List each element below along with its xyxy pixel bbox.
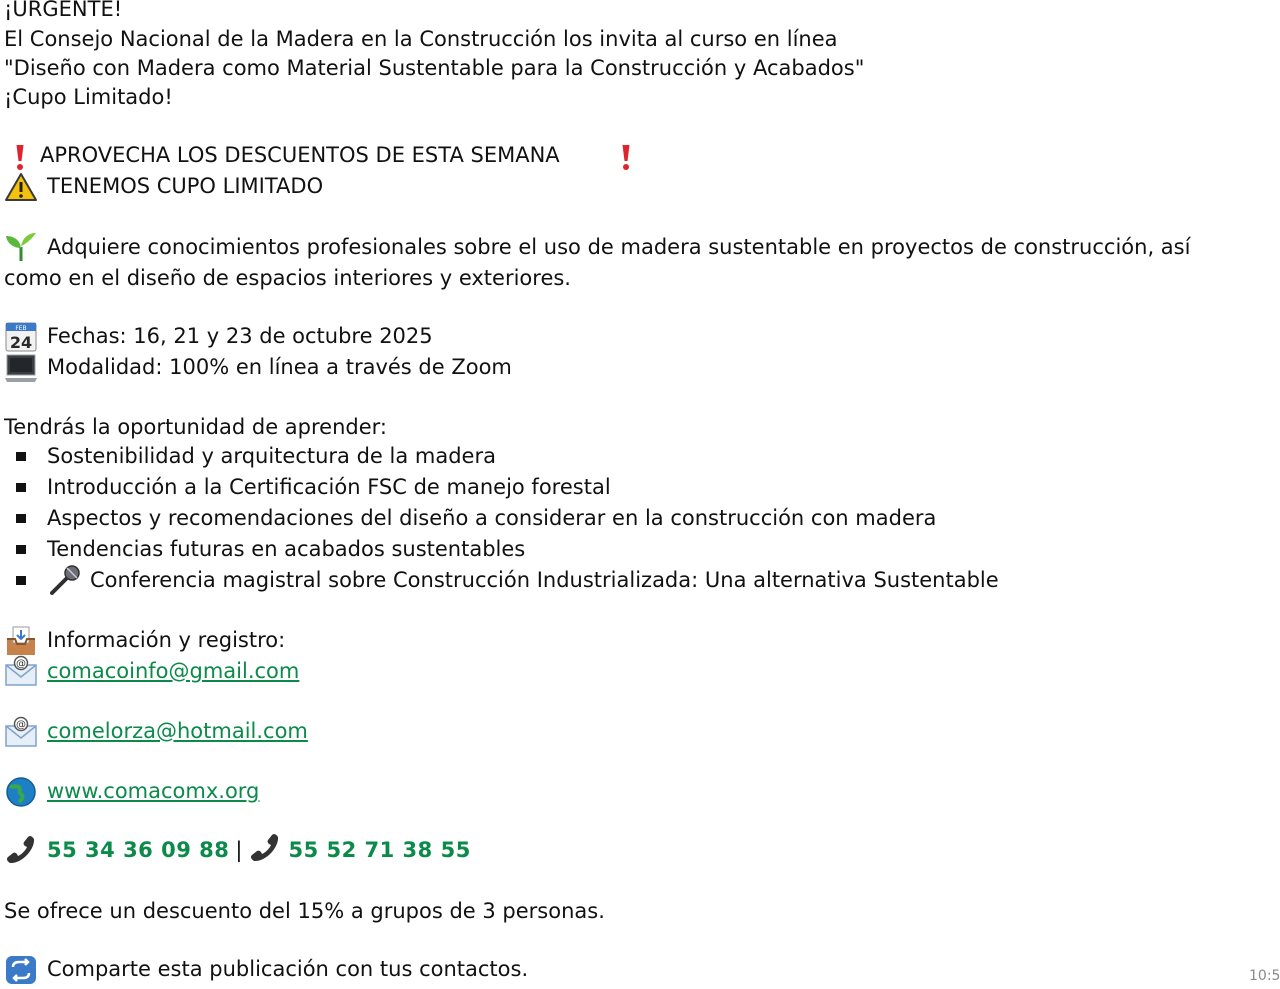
topic-item: Aspectos y recomendaciones del diseño a considerar en la construcción con madera xyxy=(47,506,937,530)
calendar-icon xyxy=(3,320,39,354)
black-square-icon xyxy=(16,452,26,461)
globe-icon xyxy=(3,775,39,809)
black-square-icon xyxy=(16,576,26,585)
email-icon xyxy=(3,654,39,688)
red-exclamation-icon xyxy=(609,140,643,174)
invite-line: El Consejo Nacional de la Madera en la Construcción los invita al curso en línea xyxy=(4,27,838,51)
message-timestamp: 10:5 xyxy=(1249,968,1280,984)
email-icon xyxy=(3,715,39,749)
email-link-comacoinfo[interactable]: comacoinfo@gmail.com xyxy=(47,659,300,683)
phone-number-2[interactable]: 55 52 71 38 55 xyxy=(288,838,471,862)
info-label: Información y registro: xyxy=(47,628,286,652)
modality-line: Modalidad: 100% en línea a través de Zoom xyxy=(47,355,512,379)
share-line: Comparte esta publicación con tus contactos. xyxy=(47,957,529,981)
red-exclamation-icon xyxy=(3,140,37,174)
description-line-1: Adquiere conocimientos profesionales sobre el uso de madera sustentable en proyectos de construcción, así xyxy=(47,235,1191,259)
topic-item: Tendencias futuras en acabados sustentables xyxy=(47,537,526,561)
black-square-icon xyxy=(16,483,26,492)
laptop-icon xyxy=(3,351,39,385)
svg-text:@: @ xyxy=(16,719,26,731)
description-line-2: como en el diseño de espacios interiores y exteriores. xyxy=(4,266,571,290)
repeat-icon xyxy=(3,953,39,987)
svg-text:@: @ xyxy=(16,658,26,670)
phone-number-1[interactable]: 55 34 36 09 88 xyxy=(47,838,230,862)
phones-line xyxy=(47,835,471,865)
limited-line: ¡Cupo Limitado! xyxy=(4,85,173,109)
cupo-alert: TENEMOS CUPO LIMITADO xyxy=(47,174,324,198)
telephone-receiver-icon xyxy=(248,835,284,865)
urgent-line: ¡URGENTE! xyxy=(4,0,123,21)
microphone-icon xyxy=(47,563,83,597)
warning-icon xyxy=(3,170,39,204)
website-link[interactable]: www.comacomx.org xyxy=(47,779,260,803)
black-square-icon xyxy=(16,514,26,523)
phone-separator: | xyxy=(235,838,243,862)
discount-alert: APROVECHA LOS DESCUENTOS DE ESTA SEMANA xyxy=(40,143,560,167)
svg-text:24: 24 xyxy=(9,333,33,352)
seedling-icon xyxy=(3,230,39,264)
group-discount-line: Se ofrece un descuento del 15% a grupos de 3 personas. xyxy=(4,899,605,923)
topic-item: Conferencia magistral sobre Construcción Industrializada: Una alternativa Sustentable xyxy=(90,568,999,592)
learn-intro: Tendrás la oportunidad de aprender: xyxy=(4,415,387,439)
svg-text:FEB: FEB xyxy=(15,325,27,332)
course-title-line: "Diseño con Madera como Material Sustentable para la Construcción y Acabados" xyxy=(4,56,865,80)
black-square-icon xyxy=(16,545,26,554)
topic-item: Sostenibilidad y arquitectura de la madera xyxy=(47,444,496,468)
topic-item: Introducción a la Certificación FSC de manejo forestal xyxy=(47,475,611,499)
email-link-comelorza[interactable]: comelorza@hotmail.com xyxy=(47,719,308,743)
inbox-tray-icon xyxy=(3,624,39,658)
telephone-receiver-icon xyxy=(3,834,39,868)
dates-line: Fechas: 16, 21 y 23 de octubre 2025 xyxy=(47,324,433,348)
